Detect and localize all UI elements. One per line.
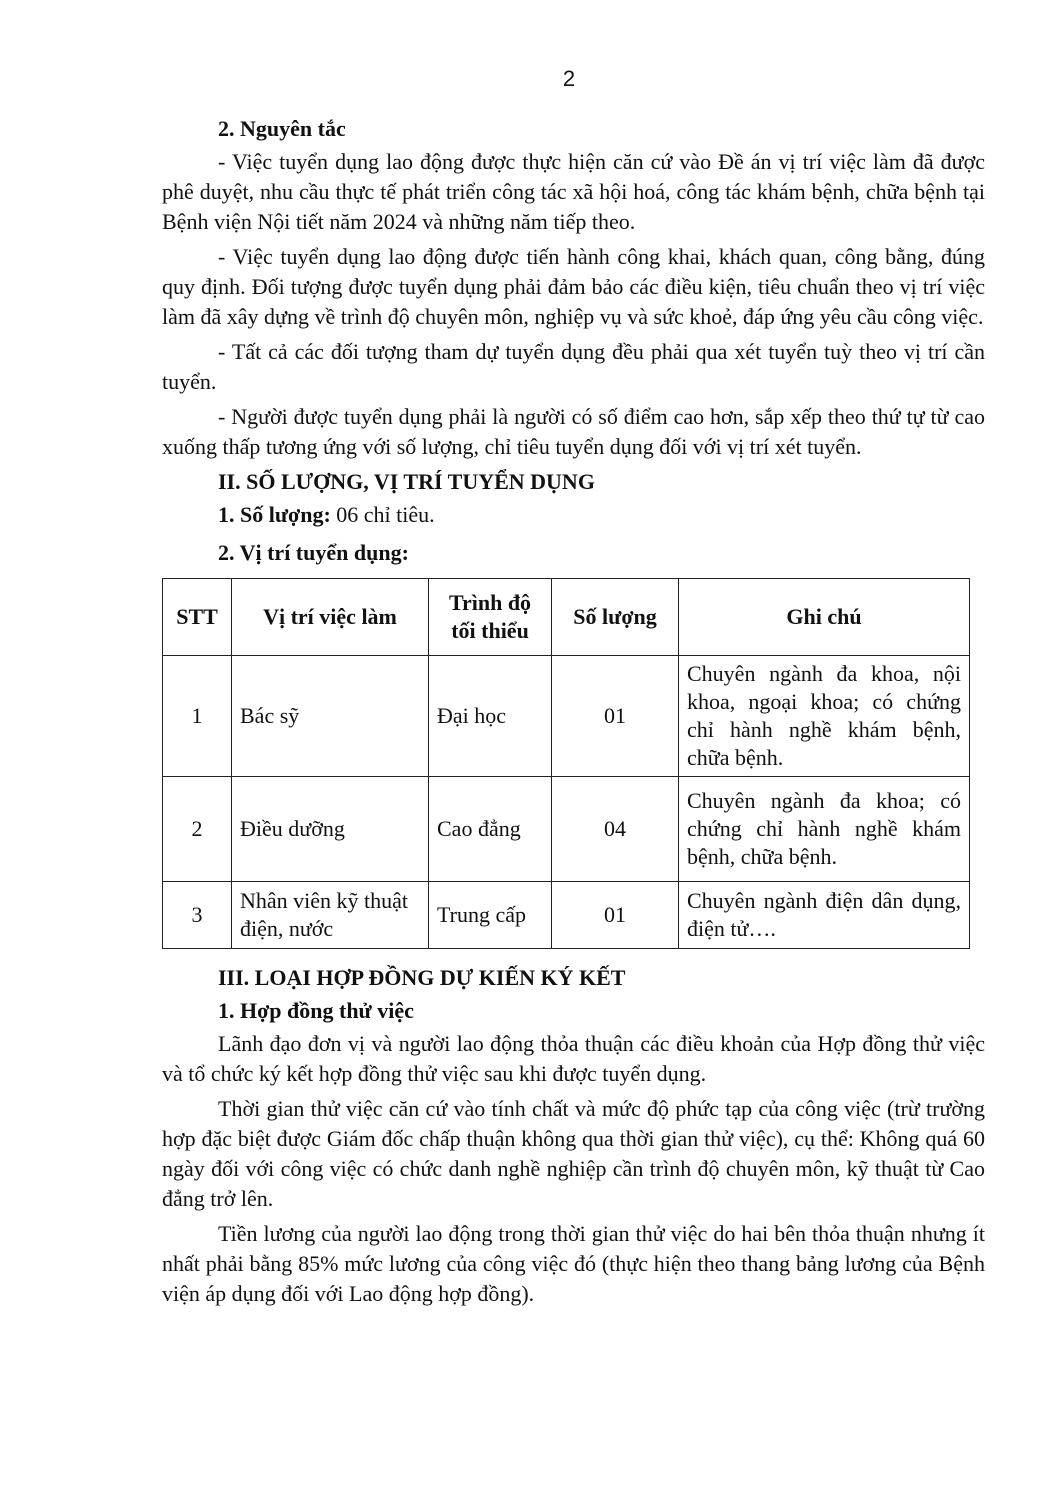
cell-min-level: Cao đẳng — [429, 777, 552, 882]
quantity-label: 1. Số lượng: — [218, 502, 331, 527]
header-note: Ghi chú — [679, 579, 970, 656]
contracts-paragraph-2: Thời gian thử việc căn cứ vào tính chất và mức độ phức tạp của công việc (trừ trường hợp đặc biệt được Giám đốc chấp thuận không qua thời gian thử việc), cụ thể: Không quá 60 ngày đối với công việc có chức danh nghề nghiệp cần trình độ chuyên môn, kỹ thuật từ Cao đẳng trở lên. — [162, 1096, 985, 1211]
cell-quantity: 01 — [552, 656, 679, 777]
table-row — [163, 777, 970, 882]
page-number: 2 — [562, 66, 576, 91]
principles-paragraph-1: - Việc tuyển dụng lao động được thực hiện căn cứ vào Đề án vị trí việc làm đã được phê duyệt, nhu cầu thực tế phát triển công tác xã hội hoá, công tác khám bệnh, chữa bệnh tại Bệnh viện Nội tiết năm 2024 và những năm tiếp theo. — [162, 149, 985, 234]
cell-note: Chuyên ngành đa khoa, nội khoa, ngoại khoa; có chứng chỉ hành nghề khám bệnh, chữa bệnh. — [679, 656, 970, 777]
contracts-paragraph-3: Tiền lương của người lao động trong thời gian thử việc do hai bên thỏa thuận nhưng ít nhất phải bằng 85% mức lương của công việc đó (thực hiện theo thang bảng lương của Bệnh viện áp dụng đối với Lao động hợp đồng). — [162, 1221, 985, 1306]
cell-position: Nhân viên kỹ thuật điện, nước — [232, 882, 429, 949]
quantity-value: 06 chỉ tiêu. — [330, 502, 435, 527]
cell-position: Điều dưỡng — [232, 777, 429, 882]
cell-stt: 2 — [163, 777, 232, 882]
document-body — [162, 114, 985, 1314]
header-quantity: Số lượng — [552, 579, 679, 656]
positions-table — [162, 578, 970, 949]
cell-quantity: 01 — [552, 882, 679, 949]
quantity-line — [162, 500, 985, 530]
principles-heading: 2. Nguyên tắc — [218, 116, 346, 141]
cell-stt: 3 — [163, 882, 232, 949]
header-min-level: Trình độ tối thiểu — [429, 579, 552, 656]
table-header-row — [163, 579, 970, 656]
recruitment-heading: II. SỐ LƯỢNG, VỊ TRÍ TUYỂN DỤNG — [218, 469, 595, 494]
cell-min-level: Trung cấp — [429, 882, 552, 949]
cell-position: Bác sỹ — [232, 656, 429, 777]
header-stt: STT — [163, 579, 232, 656]
table-row — [163, 882, 970, 949]
principles-paragraph-2: - Việc tuyển dụng lao động được tiến hành công khai, khách quan, công bằng, đúng quy định. Đối tượng được tuyển dụng phải đảm bảo các điều kiện, tiêu chuẩn theo vị trí việc làm đã xây dựng về trình độ chuyên môn, nghiệp vụ và sức khoẻ, đáp ứng yêu cầu công việc. — [162, 244, 985, 329]
positions-heading: 2. Vị trí tuyển dụng: — [218, 540, 409, 565]
contracts-heading: III. LOẠI HỢP ĐỒNG DỰ KIẾN KÝ KẾT — [218, 965, 626, 990]
cell-stt: 1 — [163, 656, 232, 777]
cell-note: Chuyên ngành đa khoa; có chứng chỉ hành nghề khám bệnh, chữa bệnh. — [679, 777, 970, 882]
cell-min-level: Đại học — [429, 656, 552, 777]
cell-quantity: 04 — [552, 777, 679, 882]
header-position: Vị trí việc làm — [232, 579, 429, 656]
principles-paragraph-4: - Người được tuyển dụng phải là người có số điểm cao hơn, sắp xếp theo thứ tự từ cao xuống thấp tương ứng với số lượng, chỉ tiêu tuyển dụng đối với vị trí xét tuyển. — [162, 404, 985, 459]
probation-heading: 1. Hợp đồng thử việc — [218, 998, 414, 1023]
cell-note: Chuyên ngành điện dân dụng, điện tử…. — [679, 882, 970, 949]
table-row — [163, 656, 970, 777]
contracts-paragraph-1: Lãnh đạo đơn vị và người lao động thỏa thuận các điều khoản của Hợp đồng thử việc và tổ chức ký kết hợp đồng thử việc sau khi được tuyển dụng. — [162, 1031, 985, 1086]
principles-paragraph-3: - Tất cả các đối tượng tham dự tuyển dụng đều phải qua xét tuyển tuỳ theo vị trí cần tuyển. — [162, 339, 985, 394]
